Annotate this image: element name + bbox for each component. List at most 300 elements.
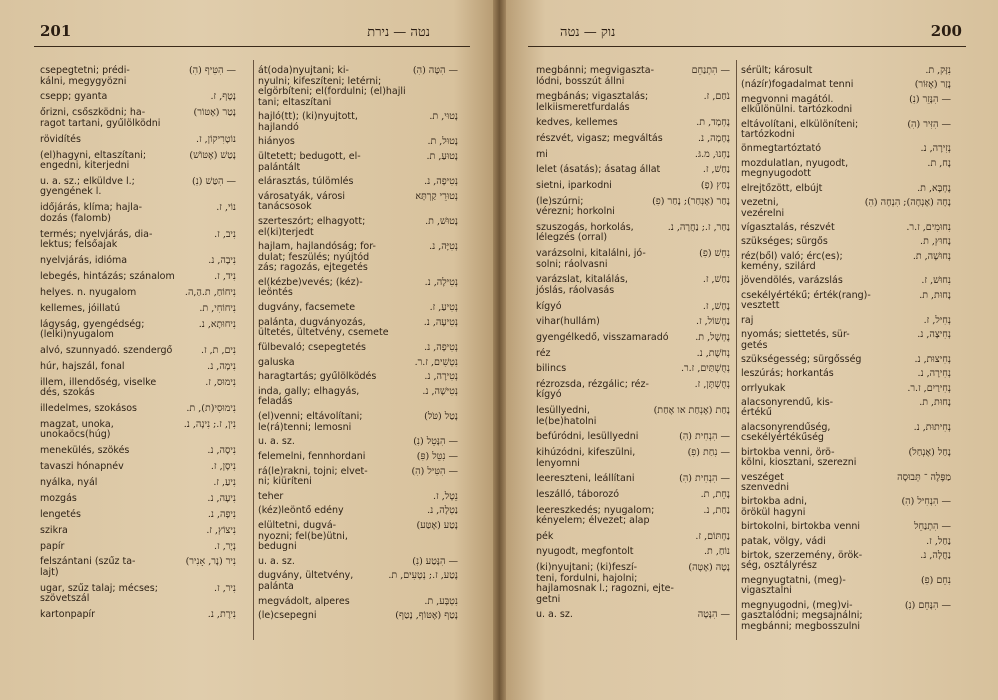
hebrew-headword: נִטְבָּע, ת. xyxy=(424,595,458,607)
hebrew-headword: נִיר, ז. xyxy=(214,582,236,594)
hebrew-headword: נַחְנוּ, מ.גּ. xyxy=(694,148,730,160)
dictionary-entry xyxy=(40,462,236,473)
hungarian-definition: csepp; gyanta xyxy=(40,91,108,103)
dictionary-entry xyxy=(40,510,236,521)
hungarian-definition: kellemes, jóillatú xyxy=(40,302,121,314)
dictionary-entry xyxy=(741,120,951,141)
hebrew-headword: — נִטֵּל (פִּ) xyxy=(416,450,458,462)
hebrew-headword: נִיסָה, נ. xyxy=(207,445,236,457)
hungarian-definition: rá(le)rakni, tojni; elvet- ni; kiüríteni xyxy=(258,465,368,488)
hungarian-definition: húr, hajszál, fonal xyxy=(40,360,125,372)
hebrew-headword: נֶחְמָד, ת. xyxy=(696,117,730,129)
hebrew-headword: נַחַשׁ, ז. xyxy=(702,164,730,176)
hebrew-headword: — הִנְחִיל (הִ) xyxy=(901,496,951,508)
dictionary-entry xyxy=(741,369,951,380)
hebrew-headword: נִיעָה, נ. xyxy=(207,492,236,504)
hungarian-definition: pék xyxy=(536,530,554,542)
dictionary-entry xyxy=(741,537,951,548)
hungarian-definition: szükségesség; sürgősség xyxy=(741,353,862,365)
hungarian-definition: el(kézbe)vevés; (kéz)- leöntés xyxy=(258,276,363,299)
hebrew-headword: נְחֻשְׁתַּיִם, ז.ר. xyxy=(680,363,730,375)
hebrew-headword: נָח, ת. xyxy=(927,157,951,169)
dictionary-entry xyxy=(536,349,730,360)
hungarian-definition: leereszteni, leállítani xyxy=(536,473,635,485)
hungarian-definition: birtokba venni, örö- kölni, kiosztani, szerezni xyxy=(741,446,857,469)
hungarian-definition: alvó, szunnyadó. szendergő xyxy=(40,344,173,356)
hungarian-definition: (kéz)leöntő edény xyxy=(258,505,344,517)
right-running-head: נוק — נטה xyxy=(560,25,616,40)
dictionary-entry xyxy=(741,576,951,597)
hebrew-headword: נוֹטָרִיקוֹן, ז. xyxy=(195,133,236,145)
hebrew-headword: נִזָּק, ת. xyxy=(925,65,951,76)
dictionary-entry xyxy=(741,144,951,155)
dictionary-entry xyxy=(40,446,236,457)
dictionary-entry xyxy=(741,355,951,366)
hebrew-headword: נָחֵת, ת. xyxy=(700,488,730,500)
dictionary-entry xyxy=(536,474,730,485)
dictionary-entry xyxy=(258,66,458,108)
dictionary-entry xyxy=(536,563,730,605)
hungarian-definition: illem, illendőség, viselke dés, szokás xyxy=(40,376,157,399)
right-page xyxy=(506,0,998,700)
hebrew-headword: נָטַע (אֶטַּע) xyxy=(416,520,458,532)
hebrew-headword: נַחַר, ז.; נַחֲרָה, נ. xyxy=(667,221,730,233)
hebrew-headword: — הִנָּחֵם (נִ) xyxy=(904,599,951,611)
hebrew-headword: נַטְלָה, נ. xyxy=(427,505,458,517)
hebrew-headword: נִימוּסִי(ת), ת. xyxy=(186,403,236,414)
dictionary-entry xyxy=(258,343,458,354)
dictionary-entry xyxy=(40,272,236,283)
hebrew-headword: נָטוּל, ת. xyxy=(427,136,458,148)
dictionary-entry xyxy=(741,237,951,248)
hebrew-headword: נָחָה (אֶנְחֶה); הִנְחָה (הִ) xyxy=(864,197,951,208)
hebrew-headword: נִטְשִׁים, ז.ר. xyxy=(414,356,458,368)
dictionary-entry xyxy=(536,275,730,296)
dictionary-entry xyxy=(40,151,236,172)
hungarian-definition: elrejtőzött, elbújt xyxy=(741,182,823,194)
hebrew-headword: נָטַל (טֹּל) xyxy=(424,411,458,423)
hungarian-definition: mi xyxy=(536,148,548,160)
hebrew-headword: — הִנָּטָה xyxy=(697,609,730,621)
hebrew-headword: נִיצוֹץ, ז. xyxy=(206,524,236,536)
hungarian-definition: kihúzódni, kifeszülni, lenyomni xyxy=(536,447,636,469)
dictionary-entry xyxy=(536,364,730,375)
hebrew-headword: נִיעַ, ז. xyxy=(213,477,236,488)
dictionary-entry xyxy=(741,198,951,219)
hebrew-headword: נִיפָה, נ. xyxy=(207,508,236,520)
dictionary-entry xyxy=(741,601,951,633)
hebrew-headword: נְיָר, ז. xyxy=(214,540,236,552)
hungarian-definition: (el)venni; eltávolítani; le(rá)tenni; lemosni xyxy=(258,411,363,433)
hebrew-headword: — הִנְחִית (הִ) xyxy=(679,431,730,443)
hebrew-headword: — הִטִּיף (הִ) xyxy=(188,65,236,76)
hebrew-headword: נָחוּת, ת. xyxy=(919,396,951,408)
hebrew-headword: נְחִירָה, נ. xyxy=(917,368,951,380)
hebrew-headword: נָחַת (אֶנְחַת או אֶחַת) xyxy=(653,405,730,417)
hebrew-headword: — הִתְנַחֵם xyxy=(691,65,730,76)
dictionary-entry xyxy=(40,66,236,87)
hebrew-headword: — הִטִּיל (הִ) xyxy=(411,465,458,477)
hungarian-definition: (le)szúrni; vérezni; horkolni xyxy=(536,195,615,218)
dictionary-entry xyxy=(741,551,951,572)
hungarian-definition: u. a. sz. xyxy=(258,555,295,567)
hungarian-definition: birtok, szerzemény, örök- ség, osztályrész xyxy=(741,549,863,572)
left-page-number: 201 xyxy=(40,22,72,40)
hungarian-definition: alacsonyrendűség, csekélyértékűség xyxy=(741,421,831,444)
hebrew-headword: נִיב, ז. xyxy=(214,228,236,240)
hungarian-definition: varázslat, kitalálás, jóslás, ráolvasás xyxy=(536,274,628,296)
hungarian-definition: birtokolni, birtokba venni xyxy=(741,521,861,533)
hebrew-headword: — הִנָּטַע (נִ) xyxy=(412,555,458,567)
hebrew-headword: — הִנָּזֵר (נִ) xyxy=(909,93,951,105)
hungarian-definition: illedelmes, szokásos xyxy=(40,403,137,414)
hungarian-definition: vihar(hullám) xyxy=(536,316,600,328)
hebrew-headword: — הִטָּה (הִ) xyxy=(412,65,458,76)
dictionary-entry xyxy=(258,492,458,503)
hungarian-definition: u. a. sz. xyxy=(536,609,573,621)
hebrew-headword: נַחַל, ז. xyxy=(926,535,951,547)
dictionary-entry xyxy=(536,506,730,527)
dictionary-entry xyxy=(258,597,458,608)
hebrew-headword: נָחַל (אֶנְחַל) xyxy=(908,446,951,458)
hungarian-definition: rézrozsda, rézgálic; réz- kígyó xyxy=(536,378,649,401)
hungarian-definition: megvádolt, alperes xyxy=(258,595,350,607)
dictionary-entry xyxy=(741,448,951,469)
dictionary-entry xyxy=(40,135,236,146)
book-gutter xyxy=(493,0,506,700)
hungarian-definition: városatyák, városi tanácsosok xyxy=(258,190,345,213)
hungarian-definition: mozdulatlan, nyugodt, megnyugodott xyxy=(741,157,849,180)
hungarian-definition: mozgás xyxy=(40,492,77,504)
dictionary-entry xyxy=(258,437,458,448)
hebrew-headword: — הִטַּשׁ (נִ) xyxy=(192,175,236,187)
hungarian-definition: palánta, dugványozás, ültetés, ültetvény, csemete xyxy=(258,316,389,339)
dictionary-entry xyxy=(536,490,730,501)
hungarian-definition: szikra xyxy=(40,524,68,536)
hebrew-headword: נָחַר (אֶנְחַר); נָחַר (פִ) xyxy=(652,195,730,207)
hungarian-definition: varázsolni, kitalálni, jó- solni; ráolvasni xyxy=(536,248,646,270)
dictionary-entry xyxy=(258,137,458,148)
dictionary-entry xyxy=(536,547,730,558)
hungarian-definition: elárasztás, túlömlés xyxy=(258,176,354,188)
hungarian-definition: őrizni, csőszködni; ha- ragot tartani, gyűlölködni xyxy=(40,107,161,129)
hungarian-definition: ugar, szűz talaj; mécses; szövetszál xyxy=(40,582,158,605)
hungarian-definition: szuszogás, horkolás, lélegzés (orral) xyxy=(536,221,634,244)
dictionary-entry xyxy=(258,278,458,299)
dictionary-entry xyxy=(258,303,458,314)
hebrew-headword: נֵטֶל, ז. xyxy=(433,490,458,502)
hebrew-headword: נְחִיצוּת, נ. xyxy=(914,353,951,365)
hungarian-definition: felszántani (szűz ta- lajt) xyxy=(40,556,136,578)
hungarian-definition: időjárás, klíma; hajla- dozás (falomb) xyxy=(40,202,143,224)
hebrew-headword: נִירֶת, נ. xyxy=(207,609,236,621)
hebrew-headword: נֶחְבָּא, ת. xyxy=(917,182,951,194)
hungarian-definition: nyálka, nyál xyxy=(40,477,98,488)
dictionary-entry xyxy=(741,252,951,273)
dictionary-entry xyxy=(536,66,730,87)
dictionary-entry xyxy=(258,372,458,383)
hungarian-definition: leszúrás; horkantás xyxy=(741,368,834,380)
hebrew-headword: מַפֶּלֶה ־ תְּבוּסָה xyxy=(897,471,951,483)
dictionary-entry xyxy=(40,320,236,341)
hungarian-definition: szerteszórt; elhagyott; el(ki)terjedt xyxy=(258,216,366,238)
hungarian-definition: lesüllyedni, le(be)hatolni xyxy=(536,405,597,427)
hebrew-headword: נְחֹשֶׁת, נ. xyxy=(696,347,730,359)
column-divider xyxy=(736,60,737,640)
hebrew-headword: נָטָף, ז. xyxy=(210,91,236,103)
dictionary-entry xyxy=(741,223,951,234)
dictionary-entry xyxy=(40,420,236,441)
hungarian-definition: helyes. n. nyugalom xyxy=(40,286,137,298)
dictionary-entry xyxy=(536,333,730,344)
hungarian-definition: befúródni, lesüllyedni xyxy=(536,431,639,443)
left-page xyxy=(0,0,493,700)
dictionary-entry xyxy=(258,412,458,433)
dictionary-entry xyxy=(40,378,236,399)
hungarian-definition: lágyság, gyengédség; (lelki)nyugalom xyxy=(40,318,145,340)
hungarian-definition: megbánás; vigasztalás; lelkiismeretfurdalás xyxy=(536,91,649,113)
dictionary-entry xyxy=(258,192,458,213)
dictionary-entry xyxy=(536,302,730,313)
dictionary-entry xyxy=(536,532,730,543)
hungarian-definition: dugvány, ültetvény, palánta xyxy=(258,570,354,592)
hebrew-headword: נְטִירָה, נ. xyxy=(424,371,458,383)
dictionary-entry xyxy=(741,423,951,444)
hebrew-headword: נְטִילָה, נ. xyxy=(424,276,458,288)
hebrew-headword: נְחִירַיִם, ז.ר. xyxy=(907,382,951,394)
hebrew-headword: נֶחָמָה, נ. xyxy=(698,133,730,145)
hungarian-definition: teher xyxy=(258,490,284,502)
hungarian-definition: szükséges; sürgős xyxy=(741,236,828,248)
dictionary-entry xyxy=(40,304,236,315)
dictionary-entry xyxy=(258,318,458,339)
dictionary-entry xyxy=(40,362,236,373)
hebrew-headword: — הִתְנַחֵל xyxy=(914,521,951,533)
hungarian-definition: vezetni, vezérelni xyxy=(741,197,785,219)
dictionary-entry xyxy=(40,288,236,299)
dictionary-entry xyxy=(536,432,730,443)
dictionary-entry xyxy=(40,610,236,621)
hungarian-definition: alacsonyrendű, kis- értékű xyxy=(741,396,834,419)
hebrew-headword: נִים, ת, ז. xyxy=(200,344,236,356)
hungarian-definition: (ki)nyujtani; (ki)feszí- teni, fordulni, hajolni; hajlamosnak l.; ragozni, ejte- getni xyxy=(536,562,674,605)
dictionary-entry xyxy=(741,522,951,533)
dictionary-entry xyxy=(536,150,730,161)
hungarian-definition: nyugodt, megfontolt xyxy=(536,546,634,558)
dictionary-entry xyxy=(741,330,951,351)
hungarian-definition: bilincs xyxy=(536,363,567,375)
hebrew-headword: נָטַר (אָטּוֹר) xyxy=(193,107,236,119)
hebrew-headword: נִימוּס, ז. xyxy=(205,376,236,388)
hungarian-definition: megbánni; megvigaszta- lódni, bosszút állni xyxy=(536,65,655,87)
hebrew-headword: — הִנָּטֵל (נִ) xyxy=(413,436,458,448)
hebrew-headword: נִיחוֹחַ, ת.הַ,ה. xyxy=(184,286,236,298)
dictionary-entry xyxy=(536,92,730,113)
dictionary-entry xyxy=(536,448,730,469)
hebrew-headword: נֶטַע, ז.; נְטָעִים, ת. xyxy=(388,570,458,582)
hungarian-definition: magzat, unoka, unokaöcs(húg) xyxy=(40,418,114,441)
hebrew-headword: נָטָה (אֶטֶּה) xyxy=(688,562,730,574)
left-running-head: נטה — נירת xyxy=(367,25,430,40)
hebrew-headword: נְטִיעָה, נ. xyxy=(423,316,458,328)
dictionary-entry xyxy=(741,316,951,327)
hungarian-definition: tavaszi hónapnév xyxy=(40,461,124,473)
hebrew-headword: נִימָה, נ. xyxy=(207,360,236,372)
hebrew-headword: נָחָשׁ, ז. xyxy=(702,300,730,312)
left-page-header xyxy=(34,18,470,47)
hungarian-definition: sérült; károsult xyxy=(741,65,813,76)
hungarian-definition: lebegés, hintázás; szánalom xyxy=(40,270,175,282)
dictionary-entry xyxy=(258,506,458,517)
dictionary-entry xyxy=(258,611,458,622)
dictionary-entry xyxy=(40,256,236,267)
hungarian-definition: nyomás; siettetés, sür- getés xyxy=(741,329,850,351)
dictionary-entry xyxy=(258,571,458,592)
hebrew-headword: נַחְשׁוֹל, ז. xyxy=(695,316,730,328)
hungarian-definition: lengetés xyxy=(40,508,81,520)
dictionary-entry xyxy=(258,242,458,274)
hungarian-definition: (le)csepegni xyxy=(258,610,317,622)
hungarian-definition: leereszkedés; nyugalom; kényelem; élvezet; alap xyxy=(536,504,655,527)
hungarian-definition: dugvány, facsemete xyxy=(258,302,356,314)
hebrew-headword: נִיחוּתָא, נ. xyxy=(198,318,236,330)
hebrew-headword: נְחוּשָׁה, ת. xyxy=(912,250,951,262)
hebrew-headword: נַחֲלָה, נ. xyxy=(920,549,951,561)
column-divider xyxy=(253,60,254,640)
hebrew-headword: נִין, ז.; נִינָה, נ. xyxy=(183,418,236,430)
hungarian-definition: rövidítés xyxy=(40,133,81,145)
hebrew-headword: נְטִיעַ, ז. xyxy=(429,302,458,314)
hungarian-definition: elültetni, dugvá- nyozni; fel(be)ütni, bedugni xyxy=(258,520,348,553)
hungarian-definition: nyelvjárás, idióma xyxy=(40,255,128,266)
dictionary-entry xyxy=(741,473,951,494)
hungarian-definition: termés; nyelvjárás, dia- lektus; felsőajak xyxy=(40,228,153,251)
hungarian-definition: orrlyukak xyxy=(741,382,786,394)
hebrew-headword: נוֹי, ז. xyxy=(216,202,236,214)
hungarian-definition: (el)hagyni, eltaszítani; engedni, kiterjedni xyxy=(40,149,147,171)
dictionary-entry xyxy=(536,134,730,145)
hungarian-definition: jövendölés, varázslás xyxy=(741,275,843,287)
hebrew-headword: נִחוּמִים, ז.ר. xyxy=(906,221,951,233)
hebrew-headword: נָזַר (אֶזּוֹר) xyxy=(914,79,951,91)
hebrew-headword: נְטִישָׁה, נ. xyxy=(422,385,458,397)
right-page-number: 200 xyxy=(930,22,962,40)
dictionary-entry xyxy=(741,66,951,77)
hebrew-headword: — הִזִּיר (הִ) xyxy=(907,118,951,130)
hungarian-definition: kartonpapír xyxy=(40,609,96,621)
hebrew-headword: נְטִיפָה, נ. xyxy=(424,341,458,353)
hebrew-headword: נָטוּעַ, ת. xyxy=(426,151,458,163)
hebrew-headword: נִחוּשׁ, ז. xyxy=(921,275,951,287)
hebrew-headword: נִיבָה, נ. xyxy=(208,255,236,266)
hungarian-definition: vígasztalás, részvét xyxy=(741,221,835,233)
hebrew-headword: נַחַשׁ, ז. xyxy=(702,274,730,286)
hebrew-headword: נִחֵשׁ (פִ) xyxy=(699,248,730,260)
hungarian-definition: hajló(tt); (ki)nyujtott, hajlandó xyxy=(258,111,358,133)
hebrew-headword: נוֹחַ, ת. xyxy=(704,546,730,558)
hebrew-headword: נְחִיתוּת, נ. xyxy=(913,421,951,433)
hungarian-definition: u. a. sz.; elküldve l.; gyengének l. xyxy=(40,175,135,198)
hebrew-headword: נִיסָן, ז. xyxy=(210,461,236,473)
hebrew-headword: נָחוּת, ת. xyxy=(919,289,951,301)
hebrew-headword: נְזִירָה, נ. xyxy=(920,143,951,155)
hungarian-definition: birtokba adni, örökül hagyni xyxy=(741,496,808,518)
dictionary-entry xyxy=(741,398,951,419)
dictionary-entry xyxy=(258,387,458,408)
dictionary-entry xyxy=(258,452,458,463)
dictionary-entry xyxy=(741,497,951,518)
dictionary-entry xyxy=(536,380,730,401)
dictionary-entry xyxy=(258,358,458,369)
hungarian-definition: réz(ből) való; érc(es); kemény, szilárd xyxy=(741,250,843,273)
hungarian-definition: fülbevaló; csepegtetés xyxy=(258,341,367,353)
dictionary-entry xyxy=(258,112,458,133)
hebrew-headword: נִיר (נָר, אָנִיר) xyxy=(185,556,236,568)
hungarian-definition: veszéget szenvedni xyxy=(741,471,789,493)
dictionary-entry xyxy=(258,177,458,188)
dictionary-entry xyxy=(741,291,951,312)
dictionary-entry xyxy=(741,159,951,180)
dictionary-entry xyxy=(40,494,236,505)
hungarian-definition: lelet (ásatás); ásatag állat xyxy=(536,164,661,176)
dictionary-entry xyxy=(258,217,458,238)
hungarian-definition: csepegtetni; prédi- kálni, megygyözni xyxy=(40,65,130,87)
hungarian-definition: át(oda)nyujtani; ki- nyulni; kifeszíteni; letérni; elgörbíteni; el(fordulni; (el)hajli tani; eltaszítani xyxy=(258,65,406,108)
hebrew-headword: נַחְתּוֹם, ז. xyxy=(695,530,730,542)
dictionary-entry xyxy=(536,118,730,129)
hungarian-definition: patak, völgy, vádi xyxy=(741,535,826,547)
dictionary-entry xyxy=(40,526,236,537)
dictionary-entry xyxy=(40,478,236,489)
hebrew-headword: — הִנְחִית (הִ) xyxy=(679,473,730,485)
dictionary-entry xyxy=(40,584,236,605)
dictionary-entry xyxy=(40,92,236,103)
dictionary-entry xyxy=(40,542,236,553)
dictionary-entry xyxy=(40,230,236,251)
right-page-header xyxy=(528,18,966,47)
hebrew-headword: נְחִיל, ז. xyxy=(923,314,951,326)
dictionary-entry xyxy=(40,404,236,415)
dictionary-entry xyxy=(40,177,236,198)
dictionary-entry xyxy=(40,108,236,129)
hebrew-headword: נְטוּרֵי קַרְתָּא xyxy=(415,190,458,202)
hebrew-headword: נָטוּשׁ, ת. xyxy=(425,216,458,228)
hebrew-headword: נִיחוֹחִי, ת. xyxy=(199,302,236,314)
hungarian-definition: felemelni, fennhordani xyxy=(258,450,366,462)
hungarian-definition: kígyó xyxy=(536,300,562,312)
hebrew-headword: נֹחַם, ז. xyxy=(703,91,730,103)
dictionary-entry xyxy=(258,521,458,553)
hungarian-definition: raj xyxy=(741,314,754,326)
dictionary-entry xyxy=(40,557,236,578)
dictionary-entry xyxy=(536,197,730,218)
hebrew-headword: נְטִיָּה, נ. xyxy=(429,241,458,253)
hungarian-definition: megnyugodni, (meg)vi- gasztalódni; megsajnálni; megbánni; megbosszulni xyxy=(741,599,863,632)
hungarian-definition: részvét, vigasz; megváltás xyxy=(536,133,663,145)
hebrew-headword: נָטַשׁ (אֶטּוֹשׁ) xyxy=(189,149,236,161)
dictionary-entry xyxy=(536,610,730,621)
hebrew-headword: נִחֵם (פִ) xyxy=(920,574,951,586)
hungarian-definition: leszálló, táborozó xyxy=(536,488,620,500)
dictionary-entry xyxy=(536,181,730,192)
hebrew-headword: נָטוּי, ת. xyxy=(429,111,458,123)
hungarian-definition: u. a. sz. xyxy=(258,436,295,448)
hungarian-definition: (názír)fogadalmat tenni xyxy=(741,79,854,91)
hungarian-definition: menekülés, szökés xyxy=(40,445,130,457)
dictionary-entry xyxy=(741,384,951,395)
hungarian-definition: haragtartás; gyűlölködés xyxy=(258,371,377,383)
hungarian-definition: önmegtartóztató xyxy=(741,143,822,155)
